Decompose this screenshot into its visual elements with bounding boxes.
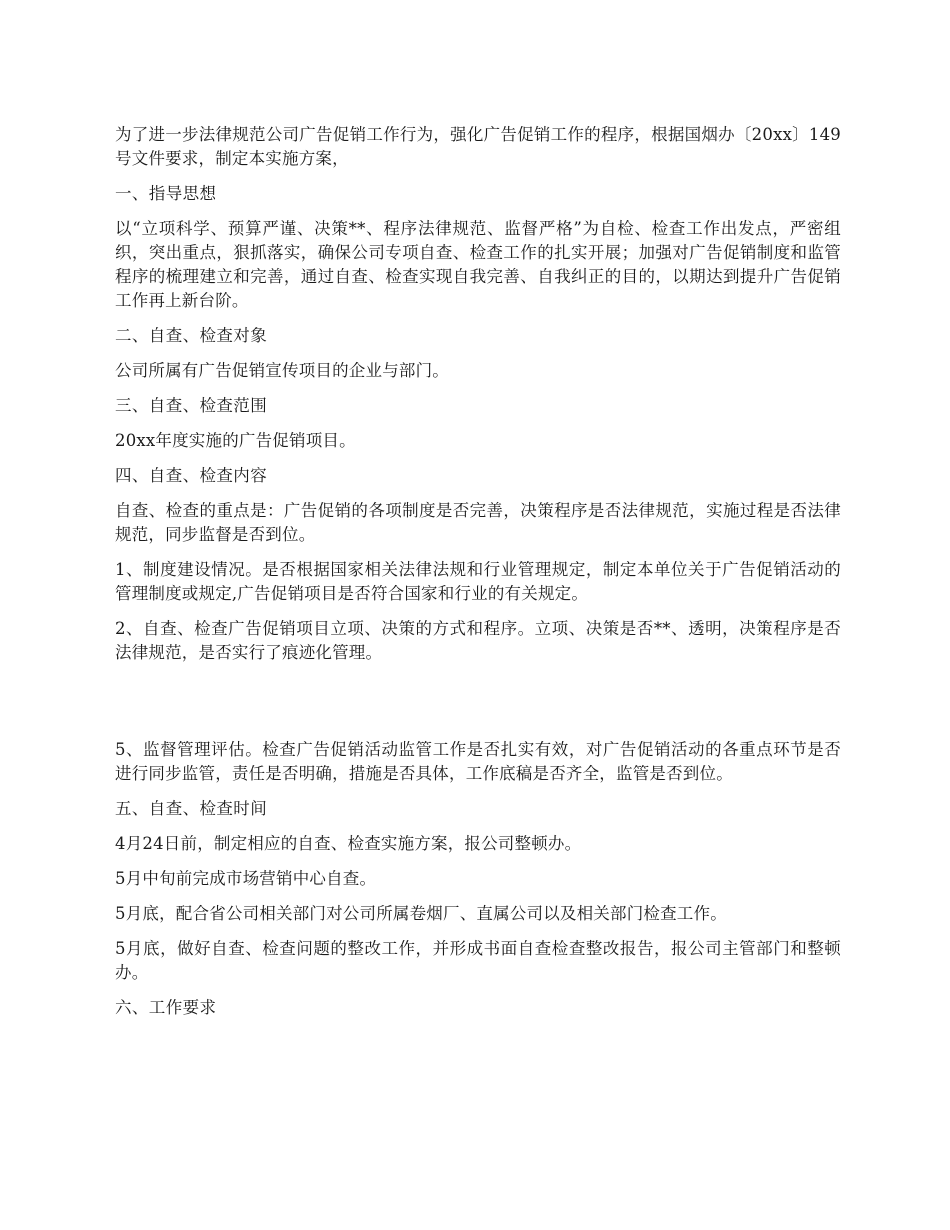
section-5-heading: 五、自查、检查时间 [115,799,268,818]
document-body [115,123,841,1031]
section-2-heading: 二、自查、检查对象 [115,326,268,345]
section-3-body: 20xx年度实施的广告促销项目。 [115,431,356,450]
blank-space [115,676,841,738]
section-2-body: 公司所属有广告促销宣传项目的企业与部门。 [115,361,449,380]
section-4-heading: 四、自查、检查内容 [115,466,268,485]
intro-paragraph: 为了进一步法律规范公司广告促销工作行为，强化广告促销工作的程序，根据国烟办〔20xx〕149号文件要求，制定本实施方案， [115,125,841,168]
section-5-line-3: 5月底，配合省公司相关部门对公司所属卷烟厂、直属公司以及相关部门检查工作。 [115,904,727,923]
section-5-line-4: 5月底，做好自查、检查问题的整改工作，并形成书面自查检查整改报告，报公司主管部门和整顿办。 [115,939,841,982]
section-4-item-2: 2、自查、检查广告促销项目立项、决策的方式和程序。立项、决策是否**、透明，决策程序是否法律规范，是否实行了痕迹化管理。 [115,619,841,662]
section-5-line-1: 4月24日前，制定相应的自查、检查实施方案，报公司整顿办。 [115,834,582,853]
section-4-item-5: 5、监督管理评估。检查广告促销活动监管工作是否扎实有效，对广告促销活动的各重点环节是否进行同步监管，责任是否明确，措施是否具体，工作底稿是否齐全，监管是否到位。 [115,740,841,783]
section-1-heading: 一、指导思想 [115,184,217,203]
section-1-body: 以“立项科学、预算严谨、决策**、程序法律规范、监督严格”为自检、检查工作出发点，严密组织，突出重点，狠抓落实，确保公司专项自查、检查工作的扎实开展；加强对广告促销制度和监管程序的梳理建立和完善，通过自查、检查实现自我完善、自我纠正的目的，以期达到提升广告促销工作再上新台阶。 [115,219,841,310]
section-6-heading: 六、工作要求 [115,998,217,1017]
section-3-heading: 三、自查、检查范围 [115,396,268,415]
section-4-item-1: 1、制度建设情况。是否根据国家相关法律法规和行业管理规定，制定本单位关于广告促销活动的管理制度或规定,广告促销项目是否符合国家和行业的有关规定。 [115,560,841,603]
section-4-body: 自查、检查的重点是：广告促销的各项制度是否完善，决策程序是否法律规范，实施过程是否法律规范，同步监督是否到位。 [115,501,841,544]
section-5-line-2: 5月中旬前完成市场营销中心自查。 [115,869,377,888]
